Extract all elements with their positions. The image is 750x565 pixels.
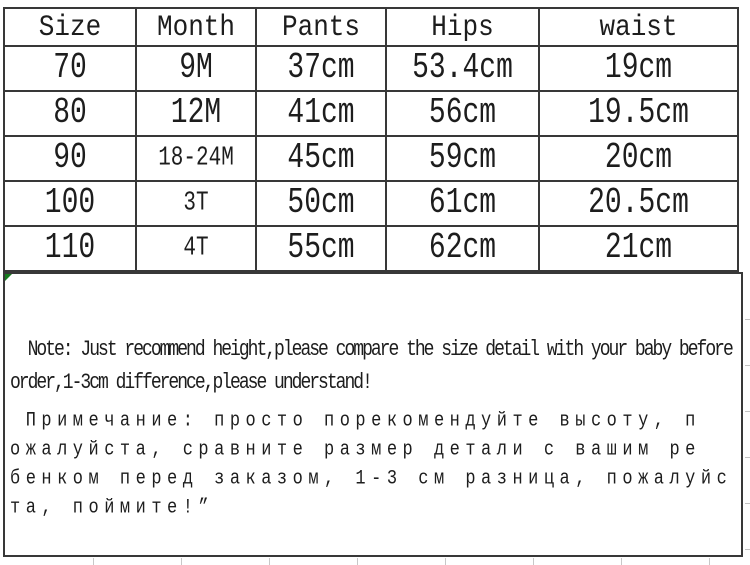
column-header-pants xyxy=(256,8,386,46)
cell-month xyxy=(136,226,256,271)
cell-value: 62cm xyxy=(428,228,497,269)
cell-pants xyxy=(256,181,386,226)
cell-month xyxy=(136,46,256,91)
cell-value: 100 xyxy=(44,183,96,224)
note-russian-line xyxy=(10,407,741,436)
note-text: order,1-3cm difference,please understand! xyxy=(10,370,371,396)
note-english xyxy=(5,334,741,400)
cell-value: 56cm xyxy=(428,93,497,134)
excel-corner-marker-icon xyxy=(5,274,12,281)
cell-value: 19cm xyxy=(604,48,673,89)
note-text: бенком перед заказом, 1-3 см разница, пожалуйс xyxy=(10,468,733,491)
cell-value: 70 xyxy=(53,48,87,89)
column-header-waist xyxy=(539,8,738,46)
cell-month xyxy=(136,136,256,181)
note-russian-line xyxy=(10,465,741,494)
spreadsheet-gridline-artifacts-bottom xyxy=(6,558,750,565)
note-text: ожалуйста, сравните размер детали с вашим ре xyxy=(10,439,701,462)
cell-waist xyxy=(539,136,738,181)
cell-waist xyxy=(539,181,738,226)
table-header-row xyxy=(4,8,738,46)
cell-pants xyxy=(256,226,386,271)
cell-hips xyxy=(386,46,539,91)
cell-size xyxy=(4,226,136,271)
cell-pants xyxy=(256,136,386,181)
cell-hips xyxy=(386,226,539,271)
table-row-size-70 xyxy=(4,46,738,91)
column-header-hips xyxy=(386,8,539,46)
cell-value: 4T xyxy=(183,233,209,264)
cell-value: 110 xyxy=(44,228,96,269)
cell-value: 90 xyxy=(53,138,87,179)
cell-hips xyxy=(386,136,539,181)
cell-value: 20.5cm xyxy=(588,183,689,224)
cell-size xyxy=(4,46,136,91)
cell-value: 59cm xyxy=(428,138,497,179)
cell-value: 45cm xyxy=(287,138,355,179)
cell-waist xyxy=(539,226,738,271)
column-header-label: Hips xyxy=(431,9,494,45)
cell-value: 21cm xyxy=(604,228,673,269)
note-text: Примечание: просто порекомендуйте высоту, п xyxy=(10,410,701,433)
column-header-label: waist xyxy=(599,9,678,45)
size-chart-table xyxy=(3,7,739,272)
note-russian-line xyxy=(10,436,741,465)
column-header-size xyxy=(4,8,136,46)
cell-hips xyxy=(386,91,539,136)
cell-value: 61cm xyxy=(428,183,497,224)
cell-hips xyxy=(386,181,539,226)
spreadsheet-gridline-artifacts-right xyxy=(745,274,750,557)
note-box xyxy=(3,272,743,557)
cell-value: 9M xyxy=(179,48,213,89)
table-row-size-110 xyxy=(4,226,738,271)
note-text: та, поймите!” xyxy=(10,497,215,520)
cell-value: 80 xyxy=(53,93,87,134)
cell-size xyxy=(4,181,136,226)
cell-value: 50cm xyxy=(287,183,355,224)
table-row-size-80 xyxy=(4,91,738,136)
column-header-label: Month xyxy=(156,9,235,45)
table-row-size-90 xyxy=(4,136,738,181)
note-english-line xyxy=(10,367,741,400)
column-header-label: Size xyxy=(38,9,102,45)
cell-pants xyxy=(256,46,386,91)
column-header-month xyxy=(136,8,256,46)
cell-waist xyxy=(539,46,738,91)
note-russian xyxy=(5,407,741,523)
cell-value: 19.5cm xyxy=(588,93,689,134)
cell-size xyxy=(4,136,136,181)
note-text: Note: Just recommend height,please compare the size detail with your baby before xyxy=(10,337,732,363)
note-russian-line xyxy=(10,494,741,523)
cell-value: 55cm xyxy=(287,228,355,269)
cell-value: 53.4cm xyxy=(412,48,513,89)
cell-month xyxy=(136,91,256,136)
cell-pants xyxy=(256,91,386,136)
cell-value: 3T xyxy=(183,188,209,219)
cell-size xyxy=(4,91,136,136)
cell-value: 41cm xyxy=(287,93,355,134)
cell-value: 18-24M xyxy=(158,143,234,174)
cell-waist xyxy=(539,91,738,136)
cell-value: 20cm xyxy=(604,138,673,179)
table-row-size-100 xyxy=(4,181,738,226)
cell-value: 37cm xyxy=(287,48,355,89)
cell-value: 12M xyxy=(170,93,222,134)
cell-month xyxy=(136,181,256,226)
column-header-label: Pants xyxy=(281,9,360,45)
